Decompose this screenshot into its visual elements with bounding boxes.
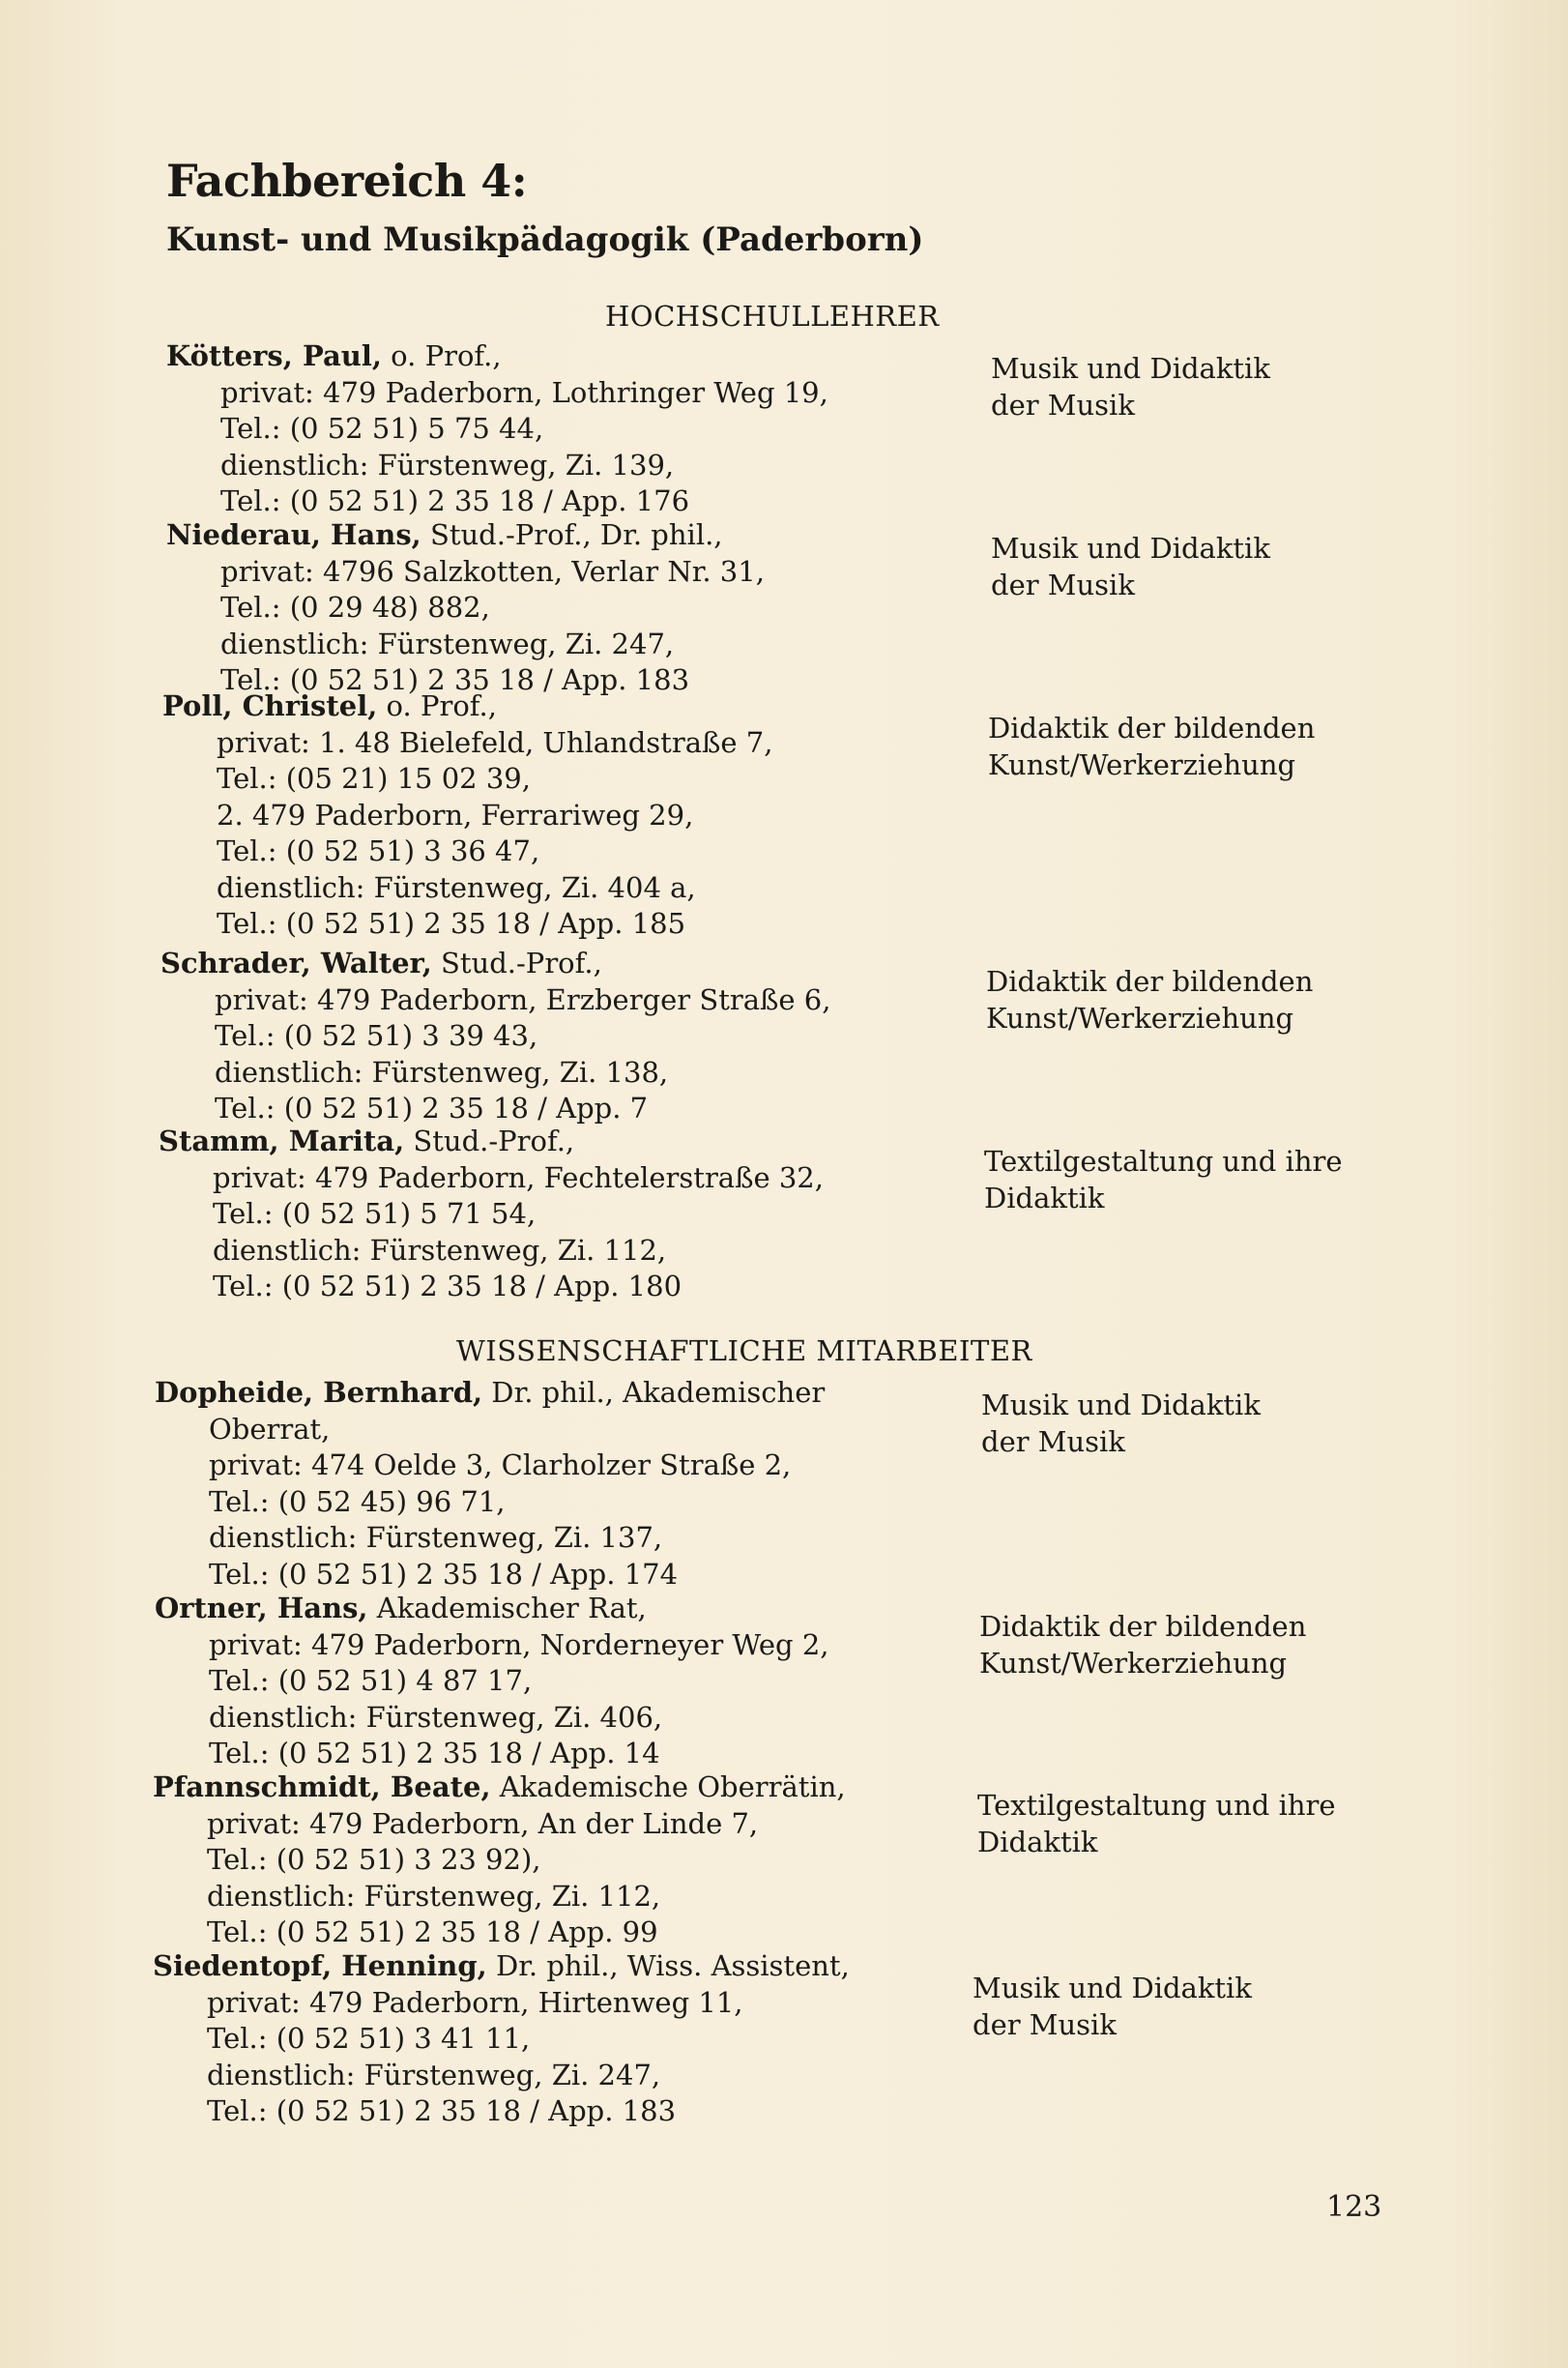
subject-line: Didaktik der bildenden xyxy=(988,712,1316,745)
staff-phone-line: Tel.: (0 52 51) 3 23 92), xyxy=(207,1843,541,1876)
staff-address-line: privat: 479 Paderborn, An der Linde 7, xyxy=(207,1806,759,1840)
staff-entry xyxy=(0,517,1568,696)
staff-address-line: privat: 474 Oelde 3, Clarholzer Straße 2, xyxy=(209,1448,792,1481)
staff-office-line: dienstlich: Fürstenweg, Zi. 138, xyxy=(215,1055,669,1089)
staff-subject xyxy=(991,350,1270,424)
subject-line: Didaktik der bildenden xyxy=(979,1610,1307,1643)
staff-name: Kötters, Paul, xyxy=(166,339,382,372)
staff-title: Akademischer Rat, xyxy=(367,1592,647,1624)
staff-details xyxy=(160,946,830,1127)
staff-entry xyxy=(0,688,1568,940)
staff-phone-line: Tel.: (0 52 51) 3 41 11, xyxy=(207,2022,531,2055)
staff-address-line: privat: 479 Paderborn, Fechtelerstraße 32, xyxy=(213,1160,824,1194)
staff-phone-line: Tel.: (0 52 45) 96 71, xyxy=(209,1484,506,1518)
staff-office-line: dienstlich: Fürstenweg, Zi. 406, xyxy=(209,1700,663,1734)
subject-line: der Musik xyxy=(991,569,1135,601)
staff-title-continuation: Oberrat, xyxy=(209,1412,331,1446)
staff-address-line: privat: 479 Paderborn, Lothringer Weg 19, xyxy=(220,375,828,409)
staff-details xyxy=(153,1769,846,1951)
staff-address-line: privat: 479 Paderborn, Norderneyer Weg 2, xyxy=(209,1627,829,1661)
subject-line: Textilgestaltung und ihre xyxy=(984,1145,1343,1178)
staff-office-phone-line: Tel.: (0 52 51) 2 35 18 / App. 183 xyxy=(220,663,690,696)
staff-title: Akademische Oberrätin, xyxy=(490,1770,846,1803)
staff-office-phone-line: Tel.: (0 52 51) 2 35 18 / App. 7 xyxy=(215,1092,649,1125)
staff-details xyxy=(162,688,772,943)
staff-office-line: dienstlich: Fürstenweg, Zi. 404 a, xyxy=(217,870,696,904)
staff-subject xyxy=(991,530,1270,603)
staff-office-phone-line: Tel.: (0 52 51) 2 35 18 / App. 180 xyxy=(213,1270,682,1302)
staff-office-line: dienstlich: Fürstenweg, Zi. 112, xyxy=(213,1233,667,1267)
page-number: 123 xyxy=(1326,2190,1382,2224)
staff-title: o. Prof., xyxy=(381,339,502,372)
staff-address-line: privat: 4796 Salzkotten, Verlar Nr. 31, xyxy=(220,554,765,588)
subject-line: Musik und Didaktik xyxy=(981,1389,1261,1421)
subject-line: Musik und Didaktik xyxy=(991,352,1270,385)
staff-name: Niederau, Hans, xyxy=(166,518,421,551)
staff-subject xyxy=(984,1143,1343,1216)
section-heading-wissenschaftliche-mitarbeiter: WISSENSCHAFTLICHE MITARBEITER xyxy=(456,1334,1032,1367)
staff-title: Stud.-Prof., xyxy=(404,1125,575,1157)
staff-subject xyxy=(988,710,1315,783)
staff-phone-line: Tel.: (0 52 51) 3 36 47, xyxy=(217,834,540,867)
subject-line: der Musik xyxy=(973,2008,1117,2041)
subject-line: Textilgestaltung und ihre xyxy=(977,1789,1336,1822)
staff-name: Poll, Christel, xyxy=(162,689,378,722)
staff-details xyxy=(159,1124,824,1305)
department-subtitle: Kunst- und Musikpädagogik (Paderborn) xyxy=(166,220,924,259)
staff-name: Stamm, Marita, xyxy=(159,1125,405,1157)
staff-office-phone-line: Tel.: (0 52 51) 2 35 18 / App. 99 xyxy=(207,1915,658,1948)
staff-office-line: dienstlich: Fürstenweg, Zi. 247, xyxy=(207,2058,661,2091)
subject-line: der Musik xyxy=(981,1425,1125,1458)
staff-name: Ortner, Hans, xyxy=(155,1592,368,1624)
staff-title: Stud.-Prof., xyxy=(431,947,602,979)
staff-office-phone-line: Tel.: (0 52 51) 2 35 18 / App. 183 xyxy=(207,2094,677,2127)
staff-phone-line: Tel.: (0 52 51) 5 75 44, xyxy=(220,412,544,445)
staff-address-line: privat: 479 Paderborn, Hirtenweg 11, xyxy=(207,1985,743,2019)
subject-line: Didaktik der bildenden xyxy=(986,965,1314,998)
staff-subject xyxy=(973,1970,1252,2043)
staff-subject xyxy=(979,1608,1306,1681)
staff-office-line: dienstlich: Fürstenweg, Zi. 139, xyxy=(220,448,675,482)
staff-office-line: dienstlich: Fürstenweg, Zi. 112, xyxy=(207,1879,661,1913)
staff-subject xyxy=(981,1387,1261,1460)
staff-details xyxy=(155,1591,828,1772)
staff-details xyxy=(155,1375,825,1593)
staff-details xyxy=(153,1948,850,2130)
staff-entry xyxy=(0,1375,1568,1591)
staff-entry xyxy=(0,1124,1568,1302)
subject-line: Musik und Didaktik xyxy=(973,1972,1252,2004)
staff-name: Schrader, Walter, xyxy=(160,947,432,979)
subject-line: Musik und Didaktik xyxy=(991,532,1270,565)
staff-name: Siedentopf, Henning, xyxy=(153,1949,487,1982)
staff-office-phone-line: Tel.: (0 52 51) 2 35 18 / App. 176 xyxy=(220,484,690,517)
staff-address-line: 2. 479 Paderborn, Ferrariweg 29, xyxy=(217,798,694,832)
staff-office-phone-line: Tel.: (0 52 51) 2 35 18 / App. 174 xyxy=(209,1557,679,1591)
staff-phone-line: Tel.: (05 21) 15 02 39, xyxy=(217,762,531,795)
subject-line: der Musik xyxy=(991,389,1135,422)
staff-title: o. Prof., xyxy=(377,689,497,722)
subject-line: Didaktik xyxy=(977,1826,1098,1858)
staff-name: Pfannschmidt, Beate, xyxy=(153,1770,491,1803)
staff-office-line: dienstlich: Fürstenweg, Zi. 247, xyxy=(220,627,675,660)
subject-line: Kunst/Werkerziehung xyxy=(986,1002,1294,1035)
staff-subject xyxy=(986,963,1313,1037)
staff-address-line: privat: 479 Paderborn, Erzberger Straße 6, xyxy=(215,982,831,1016)
staff-title: Dr. phil., Wiss. Assistent, xyxy=(486,1949,850,1982)
staff-phone-line: Tel.: (0 52 51) 3 39 43, xyxy=(215,1019,538,1052)
staff-entry xyxy=(0,338,1568,517)
subject-line: Kunst/Werkerziehung xyxy=(988,748,1296,781)
staff-details xyxy=(166,517,765,699)
staff-office-line: dienstlich: Fürstenweg, Zi. 137, xyxy=(209,1521,663,1554)
staff-address-line: privat: 1. 48 Bielefeld, Uhlandstraße 7, xyxy=(217,725,773,759)
department-title: Fachbereich 4: xyxy=(166,155,528,207)
staff-details xyxy=(166,338,828,520)
staff-entry xyxy=(0,946,1568,1125)
section-heading-hochschullehrer: HOCHSCHULLEHRER xyxy=(605,300,940,333)
subject-line: Kunst/Werkerziehung xyxy=(979,1647,1288,1680)
staff-title: Stud.-Prof., Dr. phil., xyxy=(421,518,723,551)
staff-office-phone-line: Tel.: (0 52 51) 2 35 18 / App. 14 xyxy=(209,1737,660,1769)
staff-phone-line: Tel.: (0 52 51) 5 71 54, xyxy=(213,1197,537,1230)
staff-name: Dopheide, Bernhard, xyxy=(155,1376,483,1409)
staff-entry xyxy=(0,1591,1568,1769)
staff-phone-line: Tel.: (0 29 48) 882, xyxy=(220,591,490,624)
staff-phone-line: Tel.: (0 52 51) 4 87 17, xyxy=(209,1664,533,1697)
staff-office-phone-line: Tel.: (0 52 51) 2 35 18 / App. 185 xyxy=(217,907,686,940)
staff-title: Dr. phil., Akademischer xyxy=(482,1376,826,1409)
staff-subject xyxy=(977,1787,1336,1860)
staff-entry xyxy=(0,1948,1568,2127)
subject-line: Didaktik xyxy=(984,1182,1105,1214)
staff-entry xyxy=(0,1769,1568,1948)
